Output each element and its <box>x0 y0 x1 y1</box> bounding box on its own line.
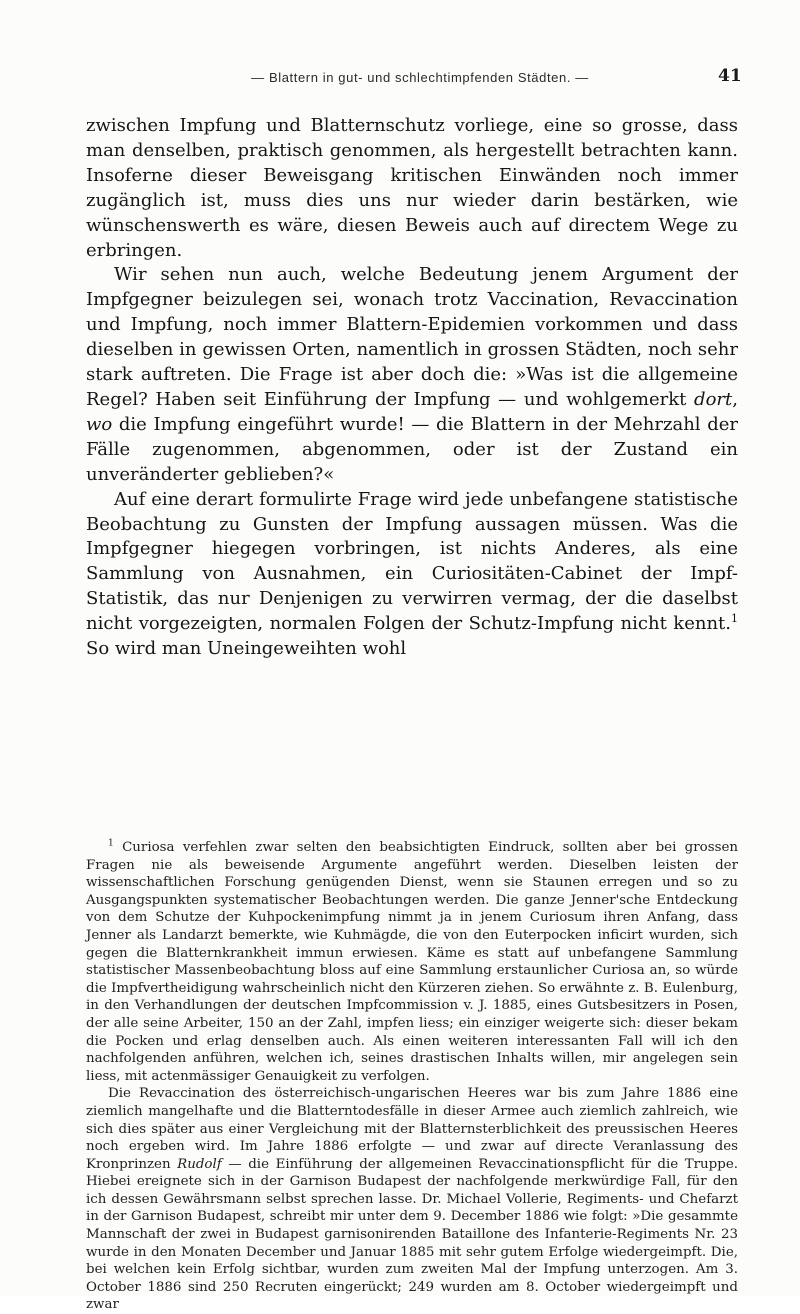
footnote-reference[interactable]: 1 <box>731 612 738 626</box>
paragraph-3-part-b: So wird man Uneingeweihten wohl <box>86 638 407 660</box>
footnotes <box>86 839 738 1314</box>
running-head: — Blattern in gut- und schlechtimpfenden Städten. — <box>251 70 589 85</box>
emphasis-wo: wo <box>86 413 113 435</box>
comma: , <box>732 388 738 410</box>
footnote-1-continued <box>86 1085 738 1314</box>
footnote-2-part-b: — die Einführung der allgemeinen Revaccinationspflicht für die Truppe. Hiebei ereignete sich in der Garnison Budapest der nachfolgende merkwürdige Fall, für den ich dessen Gewährsmann selbst sprechen lasse. Dr. Michael Vollerie, Regiments- und Chefarzt in der Garnison Budapest, schreibt mir unter dem 9. December 1886 wie folgt: »Die gesammte Mannschaft der zwei in Budapest garnisonirenden Bataillone des Infanterie-Regiments Nr. 23 wurde in den Monaten December und Januar 1885 mit sehr gutem Erfolge wiedergeimpft. Die, bei welchen kein Erfolg sichtbar, wurden zum zweiten Mal der Impfung unterzogen. Am 3. October 1886 sind 250 Recruten eingerückt; 249 wurden am 8. October wiedergeimpft und zwar <box>86 1156 738 1313</box>
footnote-1 <box>86 839 738 1085</box>
emphasis-rudolf: Rudolf <box>177 1156 222 1172</box>
paragraph-2-part-b: die Impfung eingeführt wurde! — die Blattern in der Mehrzahl der Fälle zugenommen, abgenommen, oder ist der Zustand ein unveränderter geblieben?« <box>86 413 738 485</box>
paragraph-2 <box>86 263 738 487</box>
footnote-mark: 1 <box>108 838 114 849</box>
paragraph-3 <box>86 488 738 662</box>
paragraph-1: zwischen Impfung und Blatternschutz vorliege, eine so grosse, dass man denselben, praktisch genommen, als hergestellt betrachten kann. Insoferne dieser Beweisgang kritischen Einwänden noch immer zugänglich ist, muss dies uns nur wieder darin bestärken, wie wünschenswerth es wäre, diesen Beweis auch auf directem Wege zu erbringen. <box>86 115 738 261</box>
paragraph-2-part-a: Wir sehen nun auch, welche Bedeutung jenem Argument der Impfgegner beizulegen sei, wonach trotz Vaccination, Revaccination und Impfung, noch immer Blattern-Epidemien vorkommen und dass dieselben in gewissen Orten, namentlich in grossen Städten, noch sehr stark auftreten. Die Frage ist aber doch die: »Was ist die allgemeine Regel? Haben seit Einführung der Impfung — und wohlgemerkt <box>86 264 738 410</box>
footnote-2-part-a: Die Revaccination des österreichisch-ungarischen Heeres war bis zum Jahre 1886 eine ziemlich mangelhafte und die Blatterntodesfälle in dieser Armee auch ziemlich zahlreich, wie sich dies später aus einer Vergleichung mit der Blatternsterblichkeit des preussischen Heeres noch ergeben wird. Im Jahre 1886 erfolgte — und zwar auf directe Veranlassung des Kronprinzen <box>86 1086 738 1172</box>
main-text <box>86 114 738 662</box>
page-number: 41 <box>718 66 742 86</box>
paragraph-3-part-a: Auf eine derart formulirte Frage wird jede unbefangene statistische Beobachtung zu Gunsten der Impfung aussagen müssen. Was die Impfgegner hiegegen vorbringen, ist nichts Anderes, als eine Sammlung von Ausnahmen, ein Curiositäten-Cabinet der Impf-Statistik, das nur Denjenigen zu verwirren vermag, der die daselbst nicht vorgezeigten, normalen Folgen der Schutz-Impfung nicht kennt. <box>86 488 738 635</box>
emphasis-dort: dort <box>694 388 733 410</box>
footnote-1-text: Curiosa verfehlen zwar selten den beabsichtigten Eindruck, sollten aber bei grossen Fragen nie als beweisende Argumente angeführt werden. Dieselben leisten der wissenschaftlichen Forschung genügenden Dienst, wenn sie Staunen erregen und so zu Ausgangspunkten systematischer Beobachtungen werden. Die ganze Jenner'sche Entdeckung von dem Schutze der Kuhpockenimpfung nimmt ja in jenem Curiosum ihren Anfang, dass Jenner als Landarzt bemerkte, wie Kuhmägde, die von den Euterpocken inficirt wurden, sich gegen die Blatternkrankheit immun erwiesen. Käme es statt auf unbefangene Sammlung statistischer Massenbeobachtung bloss auf eine Sammlung erstaunlicher Curiosa an, so würde die Impfvertheidigung wahrscheinlich nicht den Kürzeren ziehen. So erwähnte z. B. Eulenburg, in den Verhandlungen der deutschen Impfcommission v. J. 1885, eines Gutsbesitzers in Posen, der alle seine Arbeiter, 150 an der Zahl, impfen liess; ein einziger weigerte sich: dieser bekam die Pocken und erlag denselben auch. Als einen weiteren interessanten Fall will ich den nachfolgenden anführen, welchen ich, seines drastischen Inhalts willen, mir angelegen sein liess, mit actenmässiger Genauigkeit zu verfolgen. <box>86 840 738 1084</box>
